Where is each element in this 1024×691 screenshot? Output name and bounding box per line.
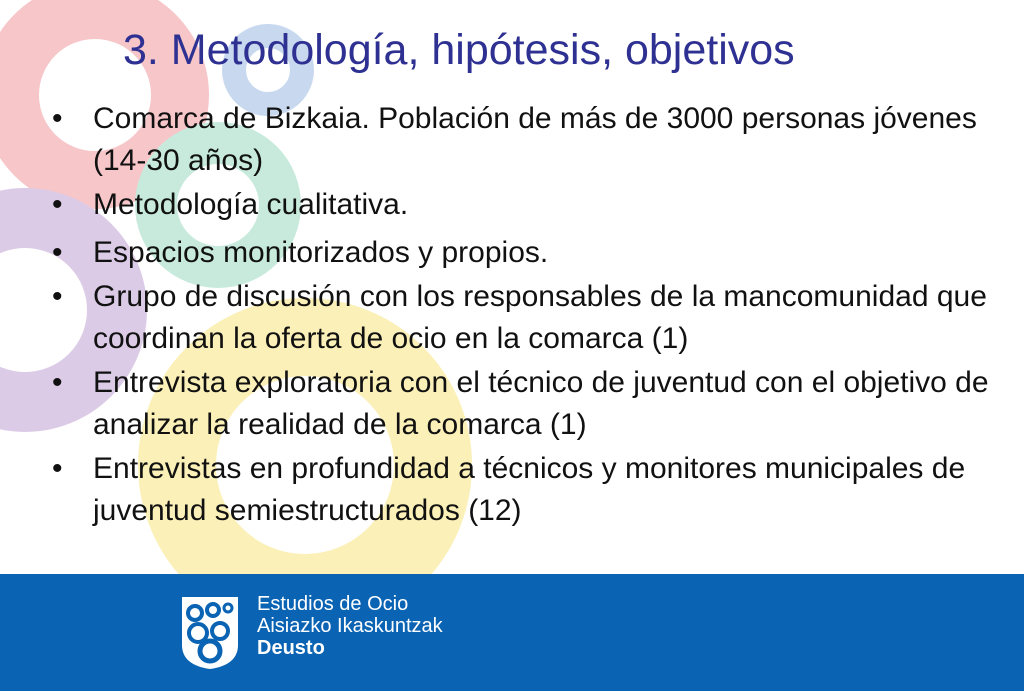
bullet-text: Entrevista exploratoria con el técnico de juventud con el objetivo de analizar la realidad de la comarca (1) (93, 366, 989, 441)
bullet-item (52, 276, 1012, 360)
deusto-logo-icon (178, 593, 242, 671)
bullet-marker: • (52, 366, 63, 399)
bullet-marker: • (52, 452, 63, 485)
bullet-text: Espacios monitorizados y propios. (93, 236, 549, 269)
bullet-marker: • (52, 102, 63, 135)
bullet-marker: • (52, 280, 63, 313)
bullet-text: Entrevistas en profundidad a técnicos y monitores municipales de juventud semiestructurados (12) (93, 452, 966, 527)
logo-line-3: Deusto (257, 637, 325, 659)
bullet-list (52, 98, 1012, 532)
bullet-item (52, 448, 1012, 532)
footer-bar (0, 574, 1024, 691)
bullet-text: Comarca de Bizkaia. Población de más de 3000 personas jóvenes (14-30 años) (93, 102, 977, 177)
bullet-marker: • (52, 188, 63, 221)
logo-text (257, 593, 443, 659)
logo-line-1: Estudios de Ocio (257, 593, 409, 615)
bullet-item (52, 362, 1012, 446)
bullet-marker: • (52, 236, 63, 269)
bullet-item (52, 184, 1012, 226)
bullet-item (52, 98, 1012, 182)
logo-line-2: Aisiazko Ikaskuntzak (257, 615, 443, 637)
bullet-text: Grupo de discusión con los responsables de la mancomunidad que coordinan la oferta de ocio en la comarca (1) (93, 280, 987, 355)
bullet-item (52, 232, 1012, 274)
slide-title: 3. Metodología, hipótesis, objetivos (123, 26, 795, 74)
bullet-text: Metodología cualitativa. (93, 188, 409, 221)
